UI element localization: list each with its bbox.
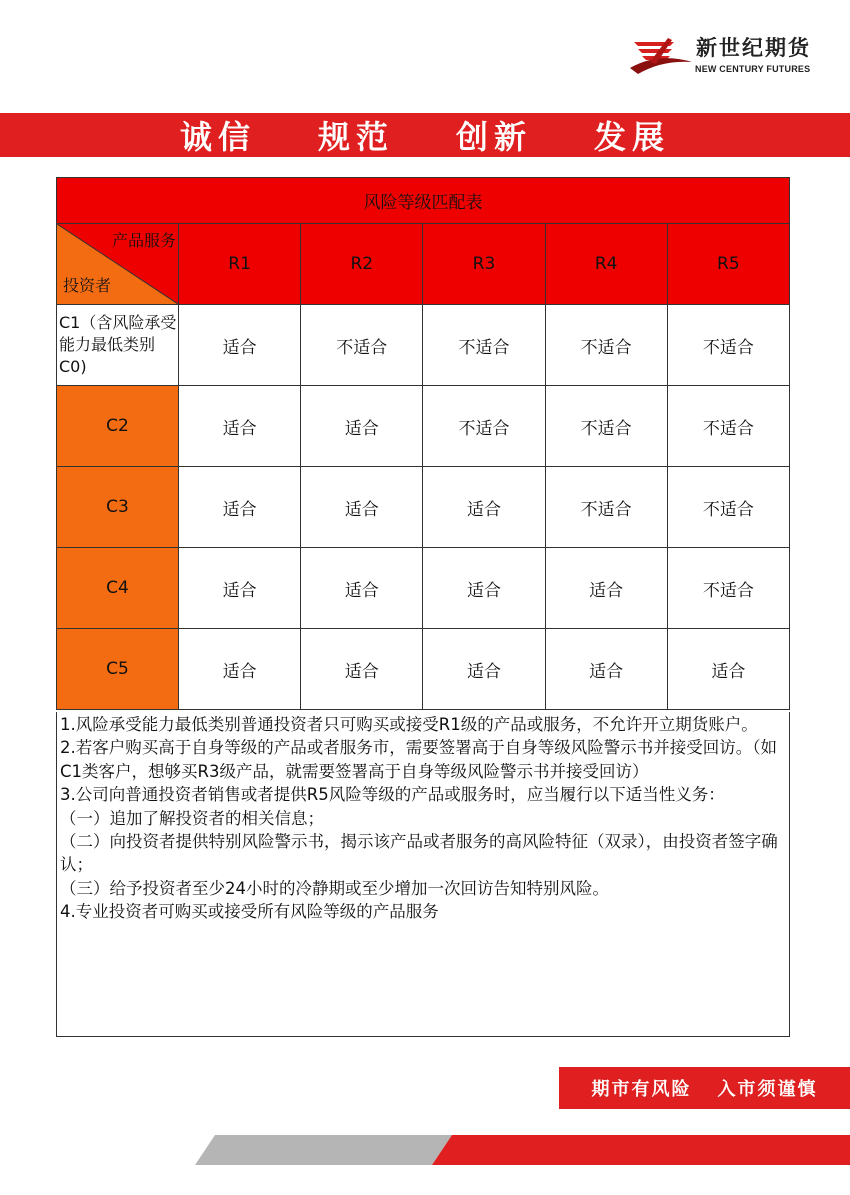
table-cell: 适合	[423, 629, 545, 710]
table-cell: 适合	[545, 548, 667, 629]
slogan-word: 创新	[456, 118, 533, 156]
brand-name-en: NEW CENTURY FUTURES	[695, 64, 811, 74]
column-header: R1	[179, 224, 301, 305]
table-cell: 不适合	[545, 467, 667, 548]
column-header: R5	[667, 224, 789, 305]
table-cell: 适合	[179, 305, 301, 386]
column-header: R2	[301, 224, 423, 305]
risk-matching-table	[56, 177, 790, 710]
note-item: 2.若客户购买高于自身等级的产品或者服务市，需要签署高于自身等级风险警示书并接受回访。（如C1类客户，想够买R3级产品，就需要签署高于自身等级风险警示书并接受回访）	[60, 738, 777, 781]
note-item: （三）给予投资者至少24小时的冷静期或至少增加一次回访告知特别风险。	[60, 878, 609, 898]
table-row	[57, 386, 790, 467]
corner-investor-label: 投资者	[63, 276, 112, 295]
table-title: 风险等级匹配表	[57, 178, 790, 224]
note-item: 3.公司向普通投资者销售或者提供R5风险等级的产品或服务时，应当履行以下适当性义务：	[60, 785, 725, 805]
slogan	[0, 113, 850, 157]
table-cell: 不适合	[667, 305, 789, 386]
table-cell: 适合	[179, 629, 301, 710]
table-cell: 不适合	[545, 386, 667, 467]
note-item: （一）追加了解投资者的相关信息；	[60, 808, 324, 828]
slogan-word: 诚信	[179, 118, 256, 156]
table-cell: 适合	[423, 467, 545, 548]
corner-product-label: 产品服务	[111, 231, 176, 250]
brand-name-cn: 新世纪期货	[696, 35, 811, 60]
table-cell: 不适合	[667, 467, 789, 548]
corner-header	[57, 224, 179, 305]
table-row	[57, 548, 790, 629]
table-row	[57, 305, 790, 386]
risk-warning-text: 入市须谨慎	[717, 1079, 818, 1100]
row-header: C5	[57, 629, 179, 710]
column-header: R3	[423, 224, 545, 305]
table-cell: 不适合	[423, 305, 545, 386]
note-item: 4.专业投资者可购买或接受所有风险等级的产品服务	[60, 902, 439, 922]
note-item: （二）向投资者提供特别风险警示书，揭示该产品或者服务的高风险特征（双录），由投资者签字确认；	[60, 832, 778, 875]
table-cell: 不适合	[423, 386, 545, 467]
table-row	[57, 629, 790, 710]
table-cell: 适合	[179, 386, 301, 467]
table-cell: 适合	[301, 629, 423, 710]
table-cell: 适合	[423, 548, 545, 629]
slogan-word: 发展	[594, 118, 671, 156]
table-cell: 适合	[301, 467, 423, 548]
table-cell: 不适合	[667, 548, 789, 629]
table-cell: 不适合	[667, 386, 789, 467]
brand-logo	[628, 30, 828, 80]
table-row	[57, 467, 790, 548]
table-cell: 适合	[179, 548, 301, 629]
footer-stripe	[0, 1135, 850, 1165]
table-cell: 不适合	[301, 305, 423, 386]
wing-logo-icon	[628, 32, 694, 78]
notes-box	[56, 712, 790, 1037]
table-cell: 适合	[301, 548, 423, 629]
row-header: C4	[57, 548, 179, 629]
column-header: R4	[545, 224, 667, 305]
table-cell: 适合	[667, 629, 789, 710]
risk-warning-text: 期市有风险	[591, 1079, 692, 1100]
note-item: 1.风险承受能力最低类别普通投资者只可购买或接受R1级的产品或服务，不允许开立期货账户。	[60, 715, 758, 734]
risk-warning-banner	[559, 1067, 850, 1109]
table-cell: 适合	[301, 386, 423, 467]
table-cell: 适合	[545, 629, 667, 710]
table-cell: 适合	[179, 467, 301, 548]
slogan-word: 规范	[317, 118, 394, 156]
row-header: C3	[57, 467, 179, 548]
row-header: C1（含风险承受能力最低类别C0)	[57, 305, 179, 386]
row-header: C2	[57, 386, 179, 467]
table-cell: 不适合	[545, 305, 667, 386]
